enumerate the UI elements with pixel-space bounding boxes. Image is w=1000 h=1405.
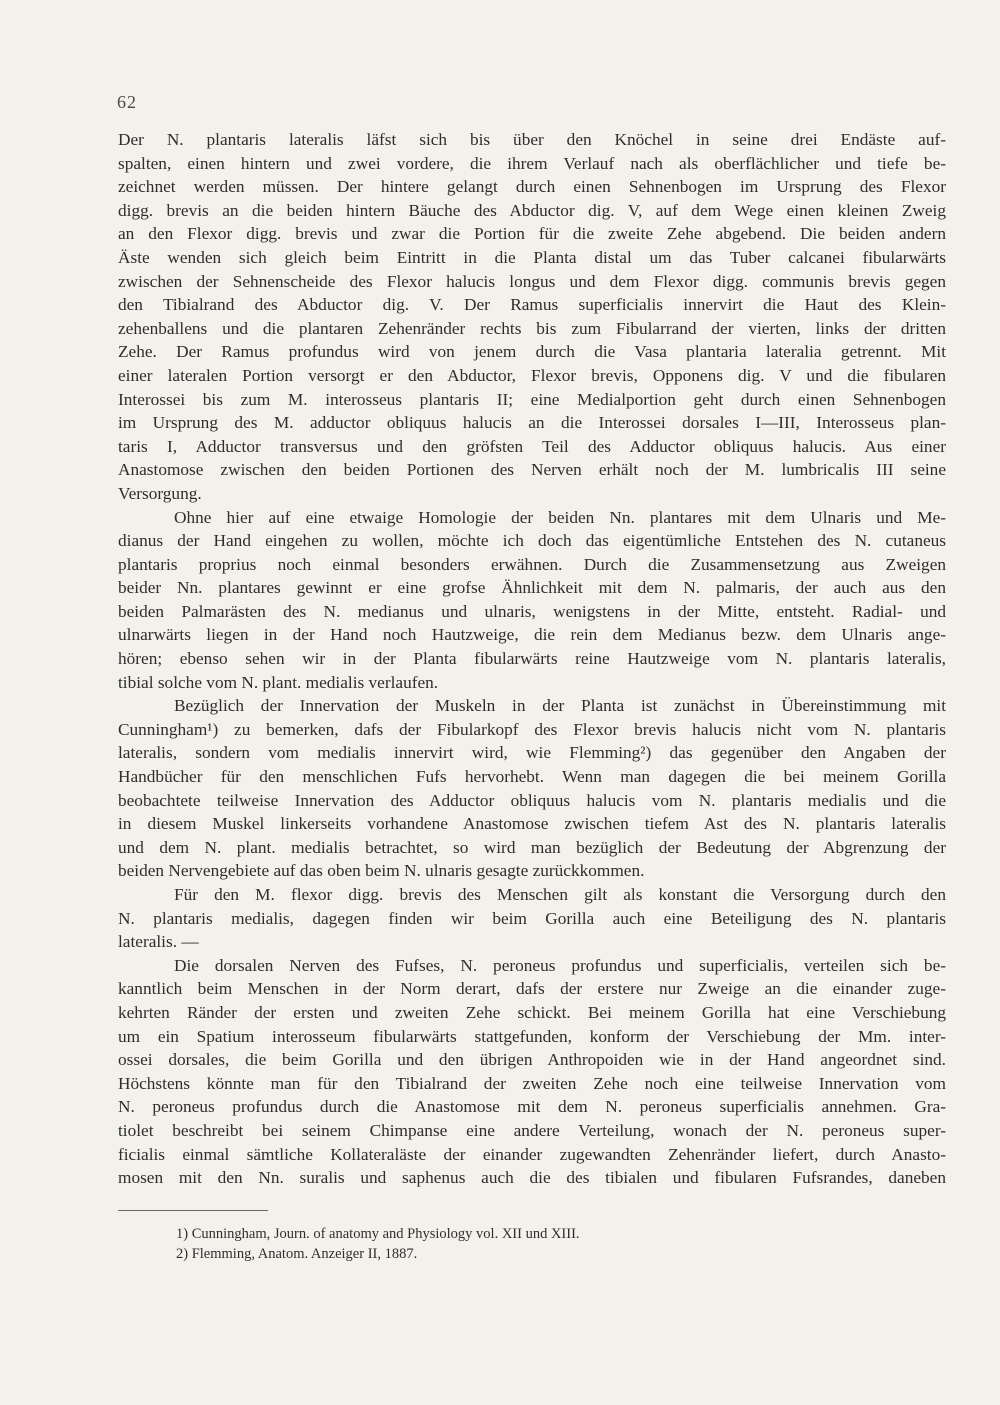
text-line: Anastomose zwischen den beiden Portionen des Nerven erhält noch der M. lumbricalis III seine — [118, 460, 946, 480]
text-line: kehrten Ränder der ersten und zweiten Zehe schickt. Bei meinem Gorilla hat eine Verschiebung — [118, 1002, 946, 1022]
text-line: Für den M. flexor digg. brevis des Menschen gilt als konstant die Versorgung durch den — [174, 885, 946, 904]
text-line: taris I, Adductor transversus und den gröfsten Teil des Adductor obliquus halucis. Aus einer — [118, 436, 946, 456]
text-line: lateralis. — — [118, 932, 199, 952]
text-line: in diesem Muskel linkerseits vorhandene Anastomose zwischen tiefem Ast des N. plantaris lateralis — [118, 814, 946, 834]
text-line: Bezüglich der Innervation der Muskeln in der Planta ist zunächst in Übereinstimmung mit — [174, 696, 946, 716]
text-line: einer lateralen Portion versorgt er den Abductor, Flexor brevis, Opponens dig. V und die fibularen — [118, 365, 946, 385]
text-line: an den Flexor digg. brevis und zwar die Portion für die zweite Zehe abgebend. Die beiden andern — [118, 224, 946, 244]
body-text — [118, 128, 946, 1190]
text-line: Höchstens könnte man für den Tibialrand der zweiten Zehe noch eine teilweise Innervation vom — [118, 1073, 946, 1093]
text-line: zwischen der Sehnenscheide des Flexor halucis longus und dem Flexor digg. communis brevis gegen — [118, 271, 946, 291]
text-line: beiden Palmarästen des N. medianus und ulnaris, wenigstens in der Mitte, entsteht. Radial- und — [118, 601, 946, 621]
footnote: 2) Flemming, Anatom. Anzeiger II, 1887. — [176, 1246, 418, 1262]
text-line: zeichnet werden müssen. Der hintere gelangt durch einen Sehnenbogen im Ursprung des Flexor — [118, 177, 946, 197]
text-line: beiden Nervengebiete auf das oben beim N. ulnaris gesagte zurückkommen. — [118, 861, 645, 881]
footnote: 1) Cunningham, Journ. of anatomy and Physiology vol. XII und XIII. — [176, 1226, 580, 1242]
text-line: Der N. plantaris lateralis läfst sich bis über den Knöchel in seine drei Endäste auf- — [118, 130, 946, 149]
text-line: Äste wenden sich gleich beim Eintritt in die Planta distal um das Tuber calcanei fibularwärts — [118, 247, 946, 267]
text-line: und dem N. plant. medialis betrachtet, so wird man bezüglich der Bedeutung der Abgrenzung der — [118, 837, 946, 857]
text-line: Interossei bis zum M. interosseus plantaris II; eine Medialportion geht durch einen Sehnenbogen — [118, 389, 946, 409]
text-line: Cunningham¹) zu bemerken, dafs der Fibularkopf des Flexor brevis halucis nicht vom N. plantaris — [118, 719, 946, 739]
text-line: beider Nn. plantares gewinnt er eine grofse Ähnlichkeit mit dem N. palmaris, der auch aus den — [118, 578, 946, 598]
text-line: mosen mit den Nn. suralis und saphenus auch die des tibialen und fibularen Fufsrandes, daneben — [118, 1168, 946, 1188]
text-line: ficialis einmal sämtliche Kollateraläste der einander zugewandten Zehenränder liefert, durch Anasto- — [118, 1144, 946, 1164]
text-line: Ohne hier auf eine etwaige Homologie der beiden Nn. plantares mit dem Ulnaris und Me- — [174, 507, 946, 527]
text-line: spalten, einen hintern und zwei vordere, die ihrem Verlauf nach als oberflächlicher und tiefe be- — [118, 153, 946, 173]
text-line: um ein Spatium interosseum fibularwärts stattgefunden, konform der Verschiebung der Mm. inter- — [118, 1026, 946, 1046]
text-line: Zehe. Der Ramus profundus wird von jenem durch die Vasa plantaria lateralia getrennt. Mit — [118, 342, 946, 362]
text-line: Versorgung. — [118, 483, 202, 503]
text-line: tibial solche vom N. plant. medialis verlaufen. — [118, 672, 439, 692]
text-line: kanntlich beim Menschen in der Norm derart, dafs der erstere nur Zweige an die einander zuge- — [118, 979, 946, 999]
text-line: plantaris proprius noch einmal besonders erwähnen. Durch die Zusammensetzung aus Zweigen — [118, 554, 946, 574]
text-line: ulnarwärts liegen in der Hand noch Hautzweige, die rein dem Medianus bezw. dem Ulnaris ange- — [118, 625, 946, 645]
text-line: zehenballens und die plantaren Zehenränder rechts bis zum Fibularrand der vierten, links der dritten — [118, 318, 946, 338]
text-line: dianus der Hand eingehen zu wollen, möchte ich doch das eigentümliche Entstehen des N. cutaneus — [118, 531, 946, 551]
text-line: tiolet beschreibt bei seinem Chimpanse eine andere Verteilung, wonach der N. peroneus super- — [118, 1120, 946, 1140]
text-line: N. plantaris medialis, dagegen finden wir beim Gorilla auch eine Beteiligung des N. plantaris — [118, 908, 946, 928]
text-line: hören; ebenso sehen wir in der Planta fibularwärts reine Hautzweige vom N. plantaris lateralis, — [118, 649, 946, 669]
text-line: ossei dorsales, die beim Gorilla und den übrigen Anthropoiden wie in der Hand angeordnet sind. — [118, 1050, 946, 1070]
text-line: lateralis, sondern vom medialis innervirt wird, wie Flemming²) das gegenüber den Angaben der — [118, 743, 946, 763]
text-line: digg. brevis an die beiden hintern Bäuche des Abductor dig. V, auf dem Wege einen kleinen Zweig — [118, 200, 946, 220]
page-number: 62 — [117, 92, 137, 112]
text-line: beobachtete teilweise Innervation des Adductor obliquus halucis vom N. plantaris medialis und die — [118, 790, 946, 810]
text-line: im Ursprung des M. adductor obliquus halucis an die Interossei dorsales I—III, Interosseus plan- — [118, 413, 946, 433]
text-line: den Tibialrand des Abductor dig. V. Der Ramus superficialis innervirt die Haut des Klein- — [118, 295, 946, 315]
text-line: N. peroneus profundus durch die Anastomose mit dem N. peroneus superficialis annehmen. Gra- — [118, 1097, 946, 1117]
text-line: Die dorsalen Nerven des Fufses, N. peroneus profundus und superficialis, verteilen sich be- — [174, 955, 946, 975]
text-line: Handbücher für den menschlichen Fufs hervorhebt. Wenn man dagegen die bei meinem Gorilla — [118, 767, 946, 787]
footnotes — [176, 1224, 696, 1264]
footnote-divider — [118, 1210, 268, 1211]
